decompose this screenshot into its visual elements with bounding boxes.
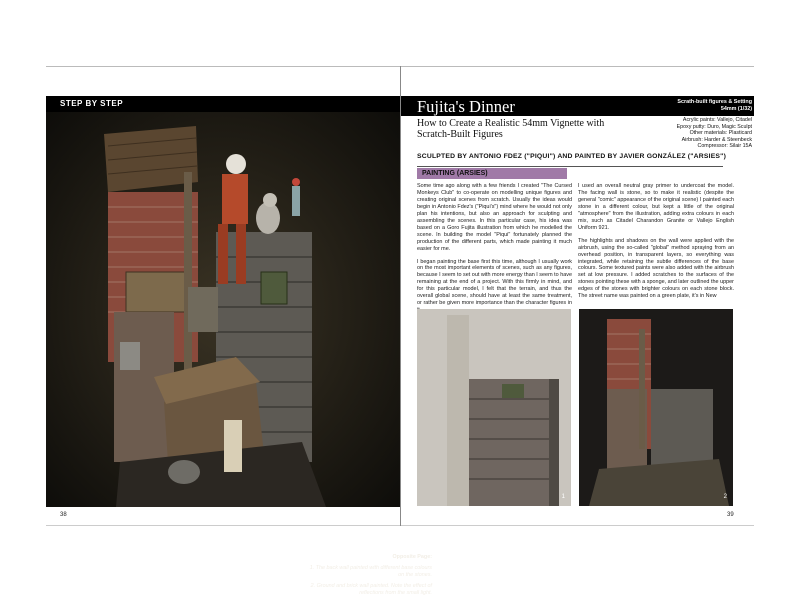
caption-line-1: 1. The back wall painted with different base colours on the stones. <box>309 565 432 578</box>
paragraph: The highlights and shadows on the wall were applied with the airbrush, using the so-called "global" method spraying from an overhead position, in transparent layers, so everything was integrated, while retaining the subtle differences of the base colours. Some textured paints were also added with the airbrush set at low pressure. I added scratches to the surfaces of the stones pointing these with a sponge, and later outlined the upper edges of the stones with brighter colours on each stone block. The street name was painted on a green plate, it's in New <box>578 237 734 300</box>
left-page-header <box>46 96 400 112</box>
spec-line: Acrylic paints: Vallejo, Citadel <box>682 117 752 123</box>
spec-line: Compressor: Silair 15A <box>697 143 752 150</box>
paragraph: I began painting the base first this time, although I usually work on the most important elements of scenes, such as any figures, because I seem to set out with more energy than I seem to have remaining at the end of a project. With this firmly in mind, and for this particular model, I felt that the terrain, and thus the overall global scene, should have at least the same treatment, or rather be given more importance than the character figures in <box>417 258 572 307</box>
materials-list <box>677 117 752 150</box>
text-column-1 <box>417 183 572 320</box>
page-number-right: 39 <box>727 512 734 518</box>
header-category-line-2: 54mm (1/32) <box>720 106 752 112</box>
author-byline: SCULPTED BY ANTONIO FDEZ ("PIQUI") AND PAINTED BY JAVIER GONZÁLEZ ("ARSIES") <box>417 153 727 160</box>
caption-line-2: 2. Ground and brick wall painted. Note the effect of reflections from the small light. <box>310 583 432 596</box>
page-number-left: 38 <box>60 512 67 518</box>
header-category <box>677 99 752 113</box>
figure-photo-1 <box>417 309 571 506</box>
page-gutter <box>400 66 401 526</box>
section-heading-bar <box>417 168 567 179</box>
photo-caption <box>308 554 432 601</box>
spec-line: Airbrush: Harder & Steenbeck <box>681 136 752 143</box>
figure-number: 2 <box>723 494 727 500</box>
paragraph: I used an overall neutral gray primer to undercoat the model. The facing wall is stone, so to make it realistic (despite the general "comic" appearance of the original scene) I painted each stone in a different colour, but kept a little of the original "atmosphere" from the illustration, adding extra colours in each mix, such as Citadel Charandon Granite or Vallejo English Uniform 921. <box>578 183 734 231</box>
caption-title: Opposite Page: <box>392 554 432 560</box>
header-category-line-1: Scrath-built figures & Setting <box>677 99 752 105</box>
figure-number: 1 <box>561 494 565 500</box>
section-heading: PAINTING (ARSIES) <box>422 169 488 177</box>
brick-wall-photo <box>579 309 733 506</box>
section-label: STEP BY STEP <box>60 99 124 108</box>
stone-wall-photo <box>417 309 571 506</box>
text-column-2 <box>578 183 734 306</box>
spec-line: Other materials: Plasticard <box>689 130 752 137</box>
vignette-illustration <box>46 112 400 507</box>
divider <box>417 166 723 167</box>
figure-photo-2 <box>579 309 733 506</box>
spec-line: Epoxy putty: Duro, Magic Sculpt <box>676 123 752 130</box>
paragraph: Some time ago along with a few friends I created "The Cursed Monkeys Club" to co-operate on modelling unique figures and creating original scenes from scratch. Usually the ideas would begin in Antonio Fdez's ("Piqui's") mind where he would not only plan his intentions, but also an approach for sculpting and assembling the scenes. In this particular case, his idea was based on a Goro Fujita illustration from which he modelled the scene. In building the model "Piqui" fortunately planned the production of the different parts, which made painting it much easier for me. <box>417 183 572 252</box>
article-title: Fujita's Dinner <box>417 97 515 116</box>
article-subtitle: How to Create a Realistic 54mm Vignette with Scratch-Built Figures <box>417 118 605 140</box>
